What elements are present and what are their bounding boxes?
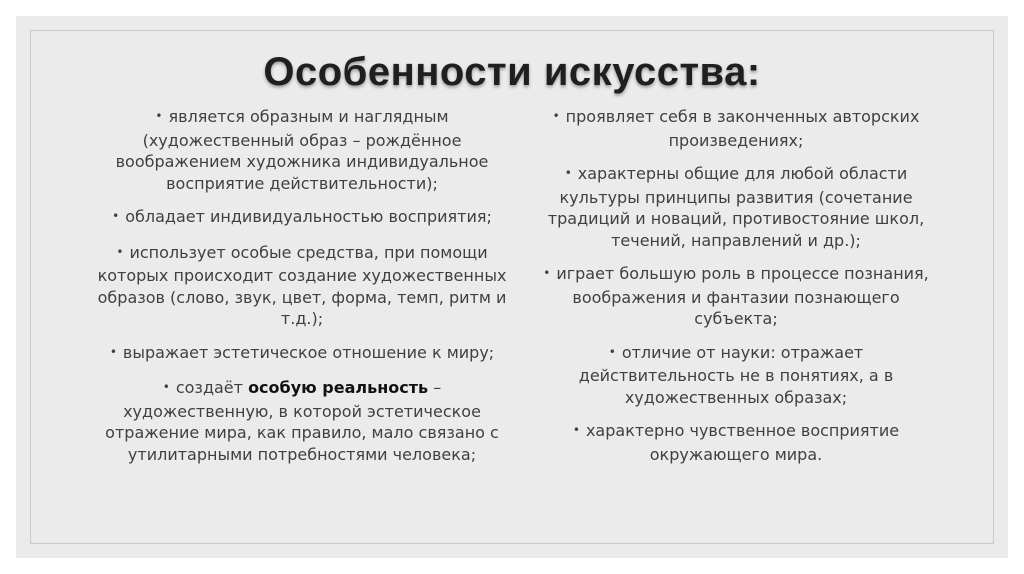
item-text: отличие от науки: отражает действительность не в понятиях, а в художественных образах;: [578, 342, 894, 407]
list-item: [530, 342, 942, 409]
item-text: обладает индивидуальностью восприятия;: [125, 207, 492, 226]
item-text: характерны общие для любой области культуры принципы развития (сочетание традиций и новаций, противостояние школ, течений, направлений и др.);: [547, 164, 925, 250]
list-item: [530, 163, 942, 251]
list-item: [96, 242, 508, 330]
bullet-icon: •: [608, 344, 616, 359]
item-text-after: – художественную, в которой эстетическое отражение мира, как правило, мало связано с утилитарными потребностями человека;: [105, 378, 499, 464]
item-text-bold: особую реальность: [248, 378, 429, 397]
item-text: является образным и наглядным (художественный образ – рождённое воображением художника индивидуальное восприятие действительности);: [115, 107, 489, 193]
item-text-before: создаёт: [175, 378, 249, 397]
item-text: характерно чувственное восприятие окружающего мира.: [585, 421, 900, 464]
item-text: выражает эстетическое отношение к миру;: [122, 342, 495, 362]
bullet-icon: •: [552, 109, 560, 123]
bullet-icon: •: [564, 166, 572, 180]
bullet-icon: •: [116, 244, 124, 259]
bullet-icon: •: [112, 209, 120, 223]
list-item: [530, 106, 942, 151]
bullet-icon: •: [543, 266, 551, 280]
list-item: [530, 420, 942, 465]
bullet-icon: •: [155, 109, 163, 123]
bullet-icon: •: [572, 423, 580, 437]
item-text: использует особые средства, при помощи которых происходит создание художественных образов (слово, звук, цвет, форма, темп, ритм и т.д.);: [97, 242, 507, 328]
item-text: играет большую роль в процессе познания, воображения и фантазии познающего субъекта;: [556, 264, 929, 328]
left-column: [96, 106, 508, 477]
list-item: [96, 106, 508, 194]
slide-title: Особенности искусства:: [263, 50, 761, 94]
bullet-icon: •: [109, 344, 117, 359]
bullet-icon: •: [162, 380, 170, 394]
item-text: проявляет себя в законченных авторских произведениях;: [565, 107, 920, 150]
list-item: [530, 263, 942, 330]
right-column: [530, 106, 942, 477]
list-item: [96, 342, 508, 366]
list-item: [96, 206, 508, 230]
list-item: [96, 377, 508, 465]
